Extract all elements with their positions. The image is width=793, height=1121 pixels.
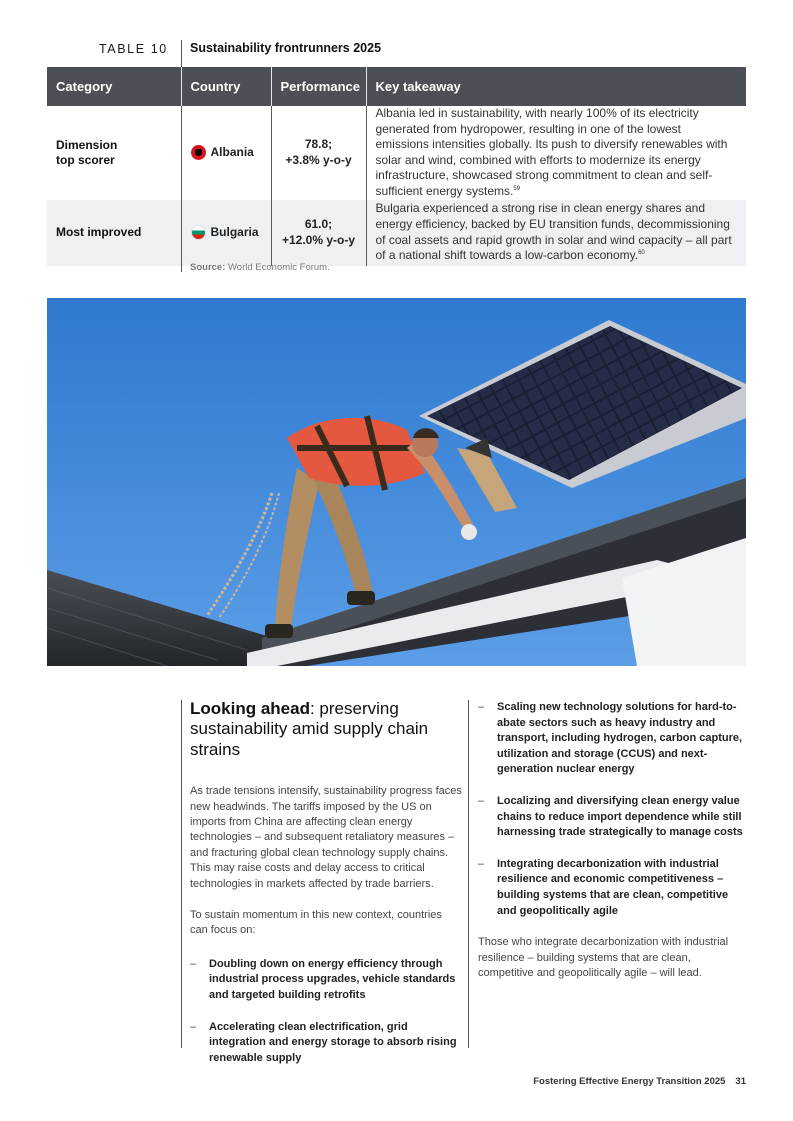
page-footer xyxy=(533,1076,746,1087)
bullet-list-right xyxy=(478,700,746,919)
performance-score: 78.8; xyxy=(304,137,333,152)
takeaway-cell xyxy=(366,200,746,266)
bullet-text: Integrating decarbonization with industrial resilience and economic competitiveness – building systems that are clean, competitive and geopolitically agile xyxy=(497,857,729,917)
report-title: Fostering Effective Energy Transition 2025 xyxy=(533,1076,726,1087)
list-item xyxy=(190,1020,462,1067)
column-divider-left xyxy=(181,700,182,1048)
table-header-row xyxy=(47,67,746,106)
footnote-ref[interactable]: 60 xyxy=(638,250,645,257)
focus-paragraph: To sustain momentum in this new context, countries can focus on: xyxy=(190,908,442,937)
albania-flag-icon xyxy=(191,145,206,160)
country-cell xyxy=(181,106,271,200)
list-item xyxy=(478,700,746,778)
header-country: Country xyxy=(181,67,271,106)
dash-marker: – xyxy=(190,1020,197,1033)
source-label: Source: xyxy=(190,262,226,273)
bullet-list-left xyxy=(190,957,462,1067)
list-item xyxy=(478,857,746,919)
performance-cell xyxy=(271,200,366,266)
bulgaria-flag-icon xyxy=(191,225,206,240)
performance-change: +12.0% y-o-y xyxy=(281,232,356,247)
header-key-takeaway: Key takeaway xyxy=(366,67,746,106)
frontrunners-table xyxy=(47,67,746,266)
bullet-text: Localizing and diversifying clean energy value chains to reduce import dependence while still harnessing trade strategically to manage costs xyxy=(497,795,743,839)
table-row xyxy=(47,106,746,200)
takeaway-cell xyxy=(366,106,746,200)
performance-change: +3.8% y-o-y xyxy=(285,152,352,167)
dash-marker: – xyxy=(478,795,485,808)
footnote-ref[interactable]: 59 xyxy=(513,185,521,192)
dash-marker: – xyxy=(478,857,485,870)
performance-cell xyxy=(271,106,366,200)
category-text: Dimension top scorer xyxy=(56,138,118,167)
photo-illustration xyxy=(47,298,746,666)
page-number: 31 xyxy=(735,1076,746,1087)
heading-rest: : preserving sustainability amid supply chain strains xyxy=(190,699,429,759)
table-source xyxy=(190,262,330,273)
bullet-text: Scaling new technology solutions for hard-to-abate sectors such as heavy industry and transport, including hydrogen, carbon capture, utilization and storage (CCUS) and next-generation nuclear energy xyxy=(497,701,743,776)
solar-installation-photo xyxy=(47,298,746,666)
country-cell xyxy=(181,200,271,266)
table-number: TABLE 10 xyxy=(99,42,168,56)
country-name: Bulgaria xyxy=(210,224,259,239)
header-category: Category xyxy=(47,67,181,106)
takeaway-text: Albania led in sustainability, with nearly 100% of its electricity generated from hydropower, resulting in one of the lowest emissions intensities globally. Its push to diversify renewables with solar and wind, combined with efforts to modernize its energy infrastructure, showcased strong commitment to clean and self-sufficient energy systems. xyxy=(375,106,728,198)
list-item xyxy=(478,794,746,841)
category-text: Most improved xyxy=(56,225,142,240)
intro-paragraph: As trade tensions intensify, sustainability progress faces new headwinds. The tariffs imposed by the US on imports from China are affecting clean energy technologies – and subsequent retaliatory measures – and fracturing global clean technology supply chains. This may raise costs and delay access to critical technologies in markets affected by trade barriers. xyxy=(190,785,462,890)
column-divider-right xyxy=(468,700,469,1048)
bullet-text: Doubling down on energy efficiency through industrial process upgrades, vehicle standards and targeted building retrofits xyxy=(209,957,456,1001)
heading-highlight: Looking ahead xyxy=(190,699,310,718)
table-row xyxy=(47,200,746,266)
source-text: World Economic Forum. xyxy=(228,262,330,273)
dash-marker: – xyxy=(190,957,197,970)
category-cell xyxy=(47,106,181,200)
performance-score: 61.0; xyxy=(304,216,333,231)
bullet-text: Accelerating clean electrification, grid integration and energy storage to absorb rising renewable supply xyxy=(209,1020,457,1064)
table-title: Sustainability frontrunners 2025 xyxy=(190,41,382,55)
left-text-column xyxy=(190,699,462,1082)
list-item xyxy=(190,957,462,1004)
section-heading xyxy=(190,699,462,760)
category-cell xyxy=(47,200,181,266)
header-performance: Performance xyxy=(271,67,366,106)
right-text-column xyxy=(478,700,746,997)
takeaway-text: Bulgaria experienced a strong rise in clean energy shares and energy efficiency, backed by EU transition funds, decommissioning of coal assets and rapid growth in solar and wind capacity – all part of a national shift towards a low-carbon economy. xyxy=(375,201,732,263)
country-name: Albania xyxy=(210,145,254,160)
dash-marker: – xyxy=(478,701,485,713)
closing-paragraph: Those who integrate decarbonization with industrial resilience – building systems that are clean, competitive and geopolitically agile – will lead. xyxy=(478,936,729,980)
